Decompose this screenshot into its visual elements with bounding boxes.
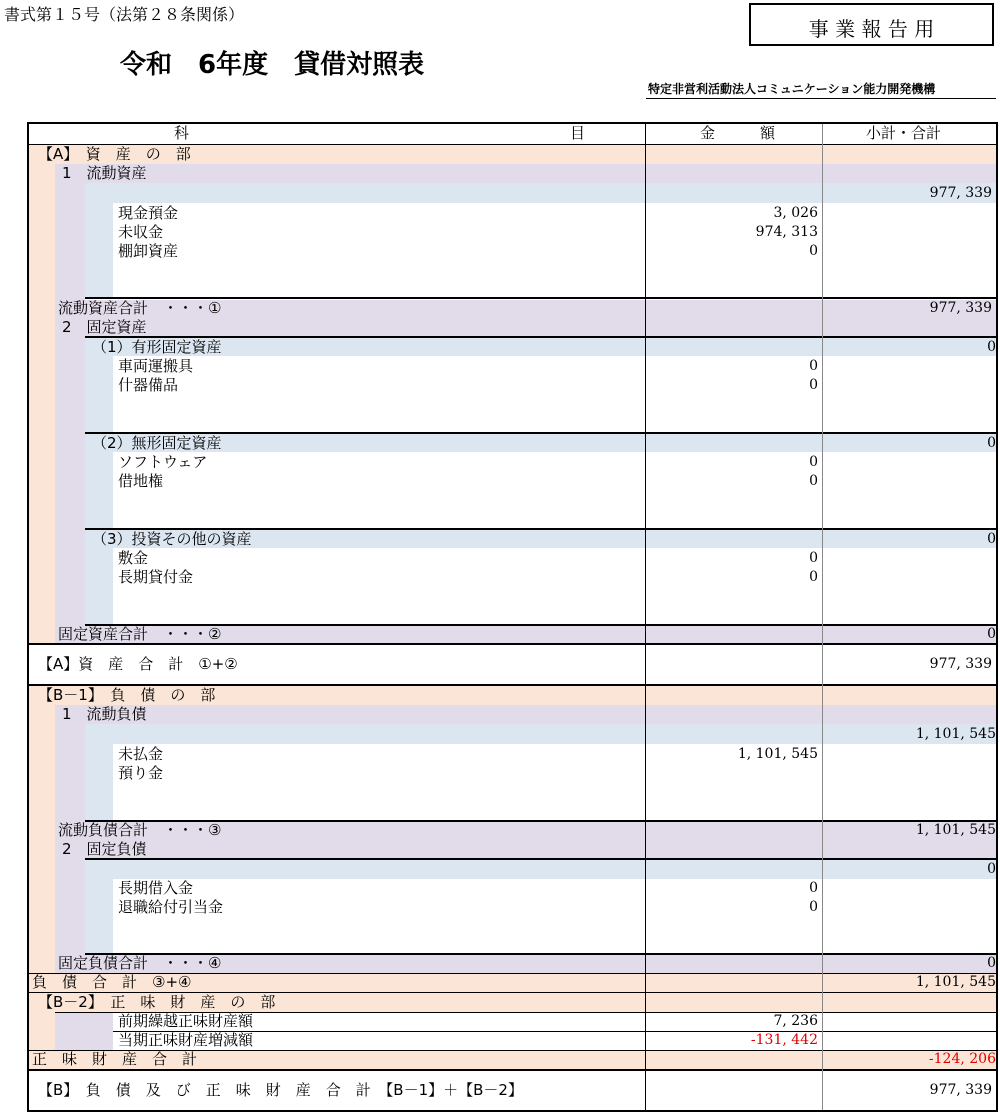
fixed-assets-heading: 2 固定資産 [62,318,147,336]
col-total: 小計・合計 [866,124,942,142]
investments-inner-band [85,548,113,624]
current-liab-subtotal-label: 流動負債合計 ・・・③ [58,821,222,839]
org-underline [646,98,996,99]
current-assets-heading-row [55,164,996,183]
liabilities-section-label: 【B－1】 負 債 の 部 [38,686,216,704]
net-item-label: 当期正味財産増減額 [118,1031,254,1049]
tangible-inner-band [85,356,113,432]
current-liab-band [55,724,85,822]
grand-total: 977, 339 [929,1082,992,1098]
tangible-total: 0 [987,339,996,355]
current-liab-total-row [85,724,996,744]
item-amount: 0 [809,569,818,585]
current-assets-heading: 1 流動資産 [62,164,147,182]
item-amount: 974, 313 [755,224,818,240]
item-amount: 0 [809,358,818,374]
item-amount: 0 [809,550,818,566]
column-separator [822,124,823,1110]
current-assets-subtotal-label: 流動資産合計 ・・・① [58,299,222,317]
net-assets-total-label: 正 味 財 産 合 計 [32,1050,198,1068]
liabilities-total-label: 負 債 合 計 ③+④ [32,973,192,991]
intangible-heading-row [85,434,996,452]
current-liab-heading-row [55,705,996,724]
fixed-liab-band [55,859,85,955]
current-liab-subtotal: 1, 101, 545 [915,822,996,838]
item-label: 長期貸付金 [118,568,194,586]
item-amount: 0 [809,473,818,489]
fixed-liab-heading: 2 固定負債 [62,840,147,858]
item-label: 借地権 [118,472,164,490]
current-assets-inner-band [85,203,113,298]
item-label: 長期借入金 [118,879,194,897]
assets-total-label: 【A】資 産 合 計 ①+② [38,655,238,673]
fixed-assets-band [55,337,85,626]
item-label: 預り金 [118,764,164,782]
liabilities-left-band [29,705,55,973]
item-label: 什器備品 [118,376,179,394]
fixed-assets-subtotal: 0 [987,626,996,642]
fixed-liab-header-total: 0 [987,861,996,877]
intangible-inner-band [85,452,113,528]
stamp-box [749,3,994,46]
item-label: ソフトウェア [118,453,208,471]
item-label: 未払金 [118,745,164,763]
net-assets-section-label: 【B－2】 正 味 財 産 の 部 [38,993,276,1011]
divider [85,858,996,860]
assets-left-band [29,164,55,644]
fixed-liab-subtotal-label: 固定負債合計 ・・・④ [58,954,222,972]
col-amount: 金 額 [700,124,776,142]
fixed-liab-total-row [85,859,996,879]
assets-total: 977, 339 [929,656,992,672]
item-amount: 0 [809,377,818,393]
item-label: 棚卸資産 [118,242,179,260]
intangible-total: 0 [987,435,996,451]
tangible-heading: （1）有形固定資産 [92,338,222,356]
item-label: 車両運搬具 [118,357,194,375]
item-amount: 1, 101, 545 [737,746,818,762]
item-amount: 3, 026 [773,205,818,221]
net-item-amount-negative: -131, 442 [750,1032,818,1048]
item-label: 未収金 [118,223,164,241]
divider [27,1069,998,1071]
item-label: 現金預金 [118,204,179,222]
current-liab-heading: 1 流動負債 [62,705,147,723]
item-amount: 0 [809,243,818,259]
current-liab-header-total: 1, 101, 545 [915,726,996,742]
item-amount: 0 [809,880,818,896]
fixed-liab-inner-band [85,879,113,953]
divider [85,336,996,338]
current-assets-band [55,183,85,300]
organization-name: 特定非営利活動法人コミュニケーション能力開発機構 [648,82,936,96]
fixed-assets-subtotal-label: 固定資産合計 ・・・② [58,625,222,643]
page-title: 令和 6年度 貸借対照表 [120,50,425,80]
current-assets-box-bottom [85,297,996,299]
assets-section-label: 【A】 資 産 の 部 [38,145,191,163]
item-label: 敷金 [118,549,149,567]
liabilities-total: 1, 101, 545 [915,974,996,990]
net-item-label: 前期繰越正味財産額 [118,1012,254,1030]
intangible-heading: （2）無形固定資産 [92,434,222,452]
form-label: 書式第１５号（法第２８条関係） [4,5,245,24]
net-item-amount: 7, 236 [773,1013,818,1029]
stamp-text: 事 業 報 告 用 [808,17,935,41]
divider [27,643,998,645]
grand-total-label: 【B】 負 債 及 び 正 味 財 産 合 計 【B－1】＋【B－2】 [38,1081,523,1099]
investments-heading: （3）投資その他の資産 [92,530,252,548]
item-label: 退職給付引当金 [118,898,224,916]
column-separator [645,124,646,1110]
tangible-heading-row [85,337,996,356]
col-kamoku: 科 [174,124,190,142]
current-liab-inner-band [85,744,113,820]
net-assets-inner-band [55,1012,113,1050]
item-amount: 0 [809,454,818,470]
fixed-liab-heading-row [55,840,996,859]
fixed-assets-heading-row [55,318,996,337]
net-assets-total: -124, 206 [928,1051,996,1067]
investments-total: 0 [987,531,996,547]
current-assets-total-row [85,183,996,203]
net-assets-left-band [29,1012,55,1050]
col-moku: 目 [570,124,586,142]
fixed-liab-subtotal: 0 [987,955,996,971]
item-amount: 0 [809,899,818,915]
current-assets-subtotal: 977, 339 [929,300,992,316]
current-assets-header-total: 977, 339 [929,185,992,201]
